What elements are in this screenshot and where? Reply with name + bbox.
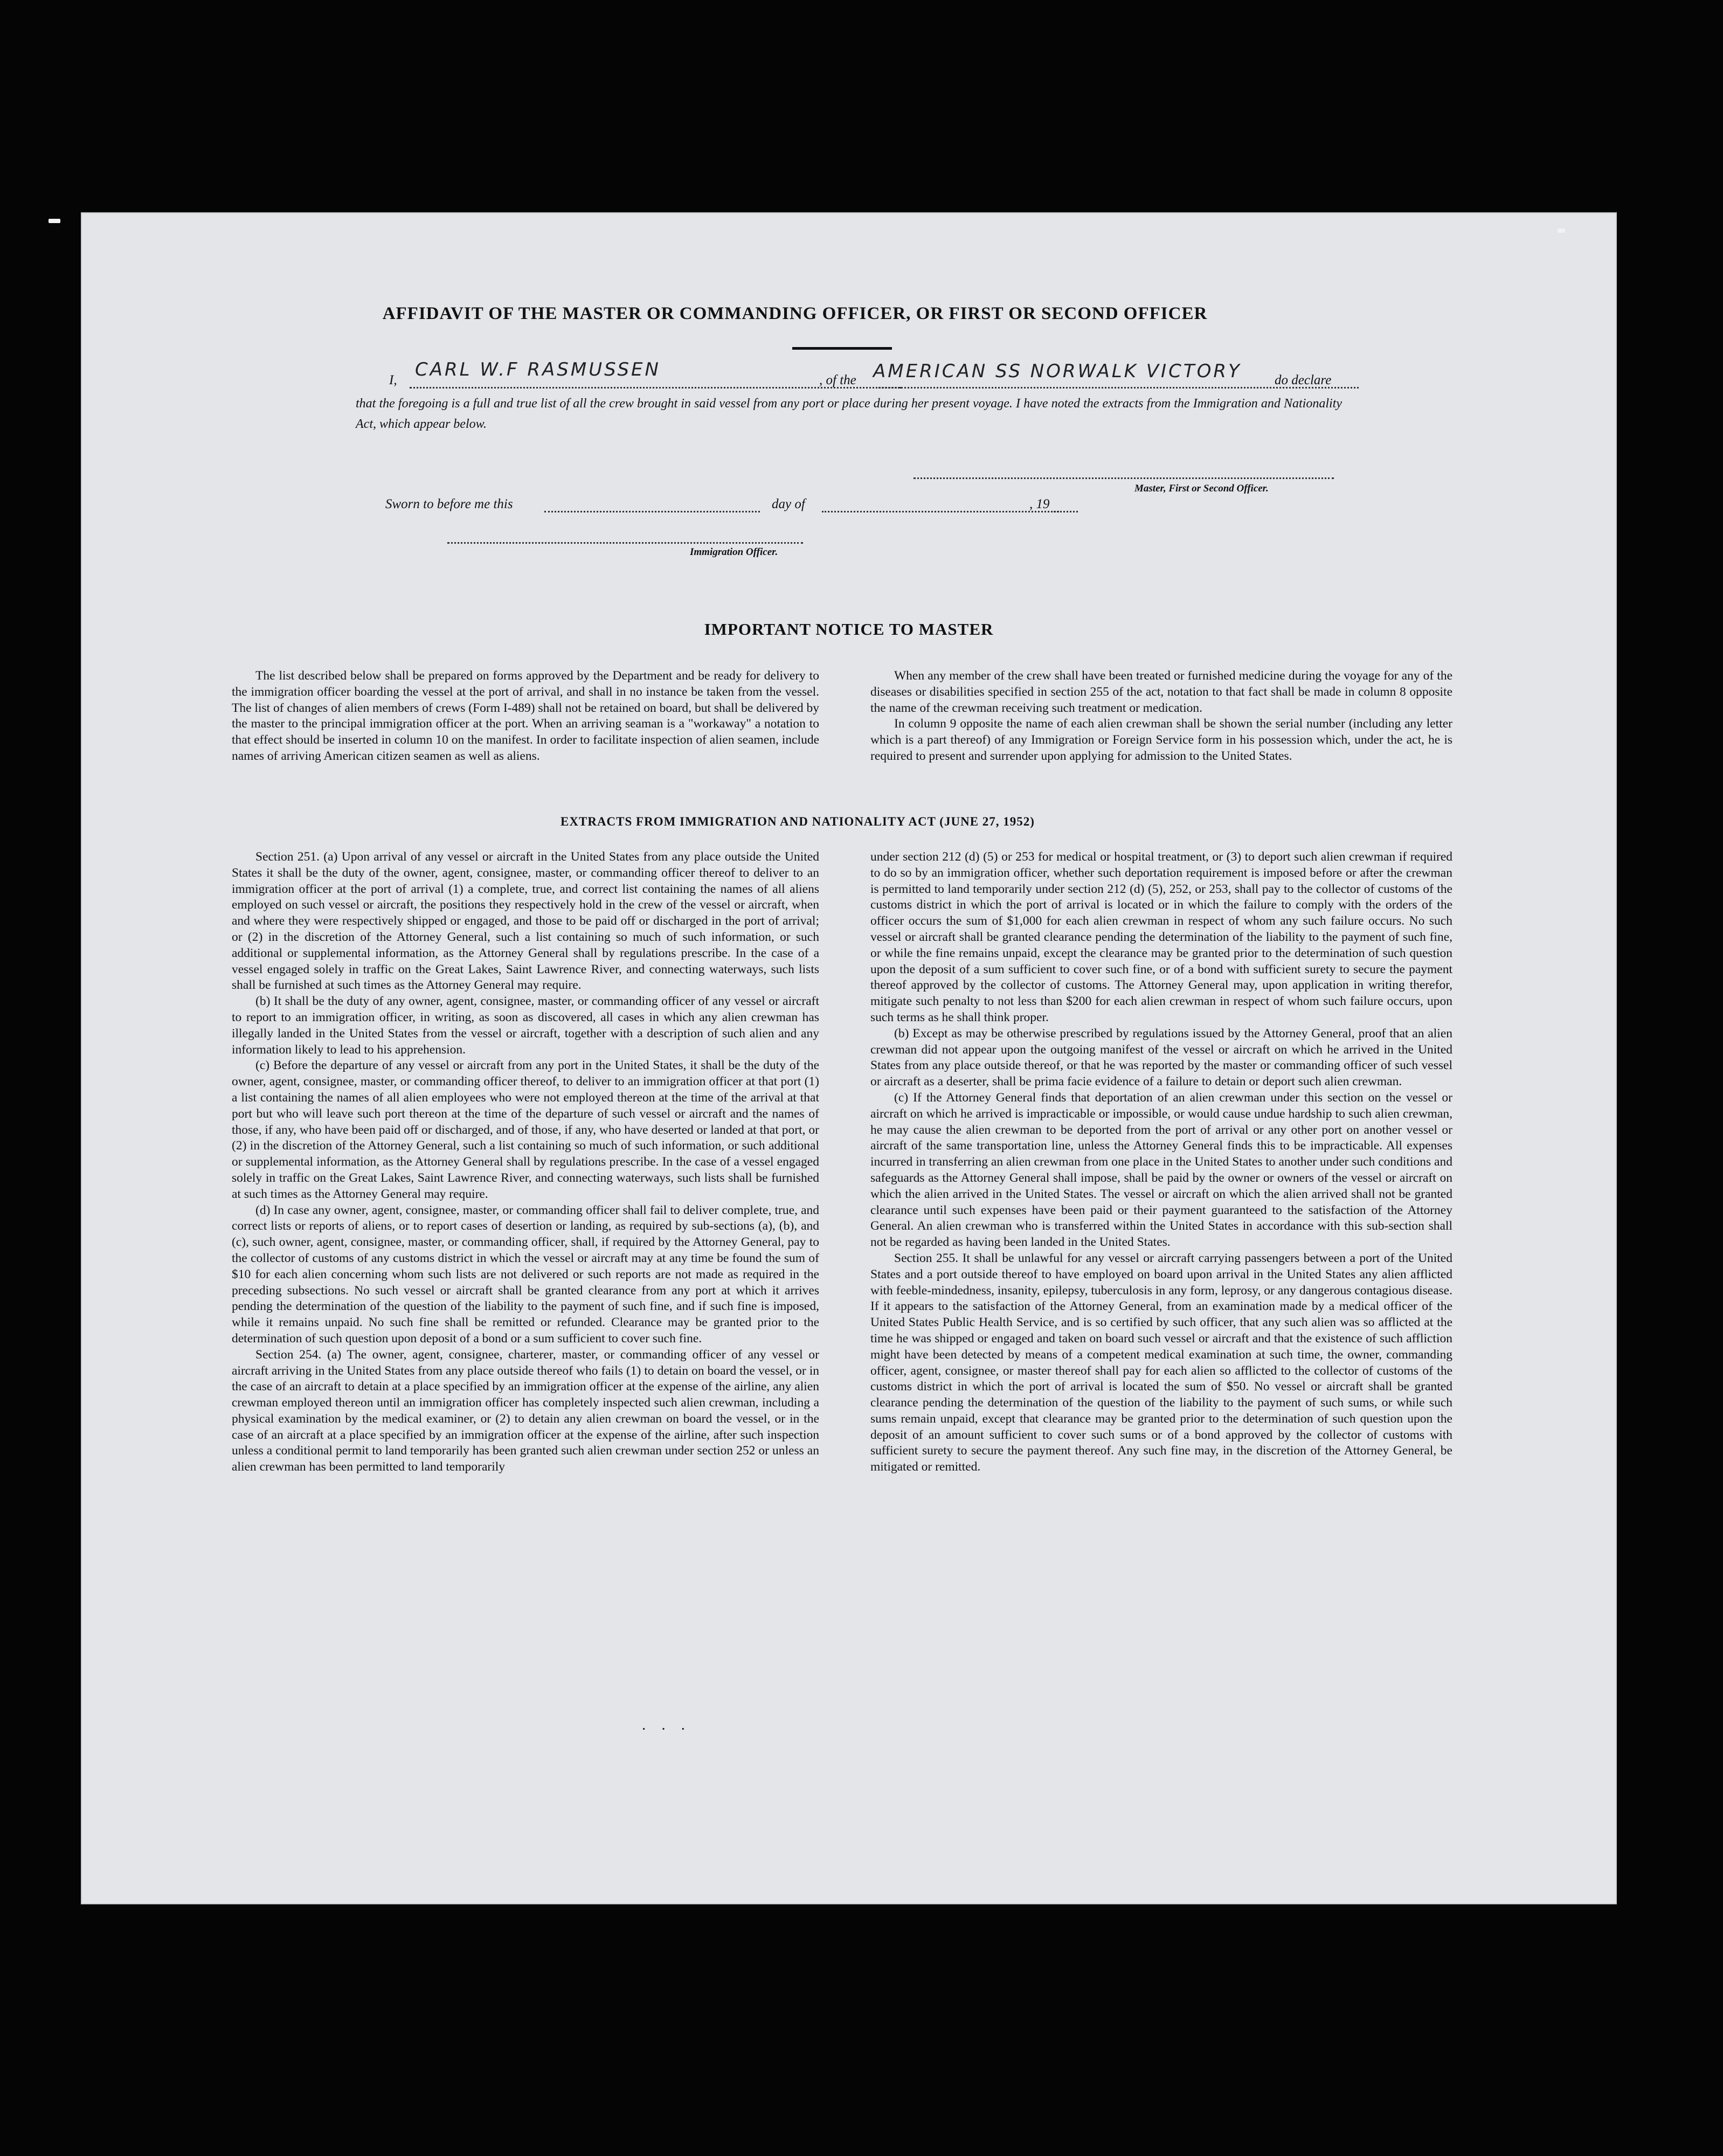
notice-left-column [232, 668, 819, 765]
notice-heading: IMPORTANT NOTICE TO MASTER [704, 620, 994, 639]
affidavit-title: AFFIDAVIT OF THE MASTER OR COMMANDING OFFICER, OR FIRST OR SECOND OFFICER [382, 304, 1208, 323]
day-of-label: day of [772, 497, 805, 511]
sworn-label: Sworn to before me this [385, 497, 513, 511]
officer-line [447, 542, 803, 544]
document-page [81, 212, 1617, 1904]
declaration-text: that the foregoing is a full and true list of all the crew brought in said vessel from any port or place during her present voyage. I have noted the extracts from the Immigration and Nationality Act, which appear below. [356, 397, 1342, 431]
vessel-name: AMERICAN SS NORWALK VICTORY [873, 361, 1242, 382]
do-declare-label: do declare [1275, 373, 1332, 387]
date-line [544, 511, 760, 512]
extracts-heading: EXTRACTS FROM IMMIGRATION AND NATIONALITY ACT (JUNE 27, 1952) [561, 815, 1035, 828]
section-254c: (c) If the Attorney General finds that deportation of an alien crewman under this section on the vessel or aircraft on which he arrived is impracticable or impossible, or would cause undue hardship to such alien crewman, he may cause the alien crewman to be deported from the port of arrival or any other port on another vessel or aircraft of the same transportation line, unless the Attorney General finds this to be impracticable. All expenses incurred in transferring an alien crewman from one place in the United States to another under such conditions and safeguards as the Attorney General shall impose, shall be paid by the owner or owners of the vessel or aircraft on which the alien arrived in the United States. The vessel or aircraft on which the alien arrived shall not be granted clearance until such expenses have been paid or their payment guaranteed to the satisfaction of the Attorney General. An alien crewman who is transferred within the United States in accordance with this sub-section shall not be regarded as having been landed in the United States. [870, 1090, 1452, 1250]
immigration-officer-label: Immigration Officer. [690, 546, 778, 558]
section-251b: (b) It shall be the duty of any owner, agent, consignee, master, or commanding officer of any vessel or aircraft to report to an immigration officer, in writing, as soon as discovered, all cases in which any alien crewman has illegally landed in the United States from the vessel or aircraft, together with a description of such alien and any information likely to lead to his apprehension. [232, 994, 819, 1057]
signature-line [914, 477, 1334, 479]
title-rule [792, 347, 892, 350]
month-line [822, 511, 1059, 512]
section-251d: (d) In case any owner, agent, consignee, master, or commanding officer shall fail to deliver complete, true, and correct lists or reports of aliens, or to report cases of desertion or landing, as required by sub-sections (a), (b), and (c), such owner, agent, consignee, master, or commanding officer, shall, if required by the Attorney General, pay to the collector of customs of any customs district in which the vessel or aircraft may at any time be found the sum of $10 for each alien concerning whom such lists are not delivered or such reports are not made as required in the preceding subsections. No such vessel or aircraft shall be granted clearance from any port at which it arrives pending the determination of the question of the liability to the payment of such fine, and if such fine is imposed, while it remains unpaid. No such fine shall be remitted or refunded. Clearance may be granted prior to the determination of such question upon deposit of a bond or a sum sufficient to cover such fine. [232, 1203, 819, 1346]
continuation-marks: · · · [641, 1721, 691, 1738]
section-251a: Section 251. (a) Upon arrival of any vessel or aircraft in the United States from any place outside the United States it shall be the duty of the owner, agent, consignee, master, or commanding officer thereof to deliver to an immigration officer at the port of arrival (1) a complete, true, and correct list containing the names of all aliens employed on such vessel or aircraft, the positions they respectively hold in the crew of the vessel or aircraft, when and where they were respectively shipped or engaged, and those to be paid off or discharged in the port of arrival; or (2) in the discretion of the Attorney General, such a list containing so much of such information, or such additional or supplemental information, as the Attorney General shall by regulations prescribe. In the case of a vessel engaged solely in traffic on the Great Lakes, Saint Lawrence River, and connecting waterways, such lists shall be furnished at such times as the Attorney General may require. [232, 850, 819, 993]
section-254a: Section 254. (a) The owner, agent, consignee, charterer, master, or commanding officer of any vessel or aircraft arriving in the United States from any place outside thereof who fails (1) to detain on board the vessel, or in the case of an aircraft to detain at a place specified by an immigration officer at the expense of the airline, any alien crewman employed thereon until an immigration officer has completely inspected such alien crewman, including a physical examination by the medical examiner, or (2) to detain any alien crewman on board the vessel, or in the case of an aircraft at a place specified by an immigration officer at the expense of the airline, after such inspection unless a conditional permit to land temporarily has been granted such alien crewman under section 252 or unless an alien crewman has been permitted to land temporarily [232, 1347, 819, 1474]
notice-right-text-1: When any member of the crew shall have been treated or furnished medicine during the voyage for any of the diseases or disabilities specified in section 255 of the act, notation to that fact shall be made in column 8 opposite the name of the crewman receiving such treatment or medication. [870, 669, 1452, 715]
notice-right-column [870, 668, 1452, 765]
section-255: Section 255. It shall be unlawful for any vessel or aircraft carrying passengers between a port of the United States and a port outside thereof to have employed on board upon arrival in the United States any alien afflicted with feeble-mindedness, insanity, epilepsy, tuberculosis in any form, leprosy, or any dangerous contagious disease. If it appears to the satisfaction of the Attorney General, from an examination made by a medical officer of the United States Public Health Service, and is so certified by such officer, that any such alien was so afflicted at the time he was shipped or engaged and taken on board such vessel or aircraft and that the existence of such affliction might have been detected by means of a competent medical examination at such time, the owner, commanding officer, agent, consignee, or master thereof shall pay for each alien so afflicted to the collector of customs of the customs district in which the port of arrival is located the sum of $50. No vessel or aircraft shall be granted clearance pending the determination of the question of the liability to the payment of such sums, or while such sums remain unpaid, except that clearance may be granted prior to the determination of such question upon the deposit of an amount sufficient to cover such sums or of a bond approved by the collector of customs with sufficient surety to secure the payment thereof. Any such fine may, in the discretion of the Attorney General, be mitigated or remitted. [870, 1251, 1452, 1474]
section-254b: (b) Except as may be otherwise prescribed by regulations issued by the Attorney General, proof that an alien crewman did not appear upon the outgoing manifest of the vessel or aircraft on which he arrived in the United States from any place outside thereof, or that he was reported by the master or commanding officer of such vessel or aircraft as a deserter, shall be prima facie evidence of a failure to detain or deport such alien crewman. [870, 1026, 1452, 1089]
master-name: CARL W.F RASMUSSEN [415, 359, 661, 380]
notice-left-text: The list described below shall be prepared on forms approved by the Department and be ready for delivery to the immigration officer boarding the vessel at the port of arrival, and shall in no instance be taken from the vessel. The list of changes of alien members of crews (Form I-489) shall not be retained on board, but shall be delivered by the master to the principal immigration officer at the port. When an arriving seaman is a "workaway" a notation to that effect should be inserted in column 10 on the manifest. In order to facilitate inspection of alien seamen, include names of arriving American citizen seamen as well as aliens. [232, 669, 819, 763]
scan-speck [1558, 228, 1565, 233]
year-line [1051, 511, 1078, 512]
scan-speck [49, 219, 60, 223]
i-label: I, [389, 373, 397, 387]
notice-right-text-2: In column 9 opposite the name of each alien crewman shall be shown the serial number (including any letter which is a part thereof) of any Immigration or Foreign Service form in his possession which, under the act, he is required to present and surrender upon applying for admission to the United States. [870, 717, 1452, 763]
section-251c: (c) Before the departure of any vessel or aircraft from any port in the United States, it shall be the duty of the owner, agent, consignee, master, or commanding officer thereof, to deliver to an immigration officer at that port (1) a list containing the names of all alien employees who were not employed thereon at the time of the arrival at that port but who will leave such port thereon at the time of the departure of such vessel or aircraft and the names of those, if any, who have been paid off or discharged, and of those, if any, who have deserted or landed at that port, or (2) in the discretion of the Attorney General, such a list containing so much of such information, or such additional or supplemental information, as the Attorney General shall by regulations prescribe. In the case of a vessel engaged solely in traffic on the Great Lakes, Saint Lawrence River, and connecting waterways, such lists shall be furnished at such times as the Attorney General may require. [232, 1058, 819, 1201]
master-signature-label: Master, First or Second Officer. [1134, 483, 1269, 494]
year-label: , 19 [1029, 497, 1050, 511]
extracts-right-column [870, 849, 1452, 1475]
of-the-label: , of the [819, 373, 856, 387]
extracts-left-column [232, 849, 819, 1475]
section-254a-continued: under section 212 (d) (5) or 253 for medical or hospital treatment, or (3) to deport such alien crewman if required to do so by an immigration officer, whether such deportation requirement is imposed before or after the crewman is permitted to land temporarily under section 212 (d) (5), 252, or 253, shall pay to the collector of customs of the customs district in which the port of arrival is located or in which the failure to comply with the orders of the officer occurs the sum of $1,000 for each alien crewman in respect of whom any such failure occurs. No such vessel or aircraft shall be granted clearance pending the determination of the liability to the payment of such fine, or while the fine remains unpaid, except the clearance may be granted prior to the determination of such question upon the deposit of a sum sufficient to cover such fine, or of a bond with sufficient surety to secure the payment thereof approved by the collector of customs. The Attorney General may, upon application in writing therefor, mitigate such penalty to not less than $200 for each alien crewman in respect of whom such failure occurs, upon such terms as he shall think proper. [870, 850, 1452, 1024]
